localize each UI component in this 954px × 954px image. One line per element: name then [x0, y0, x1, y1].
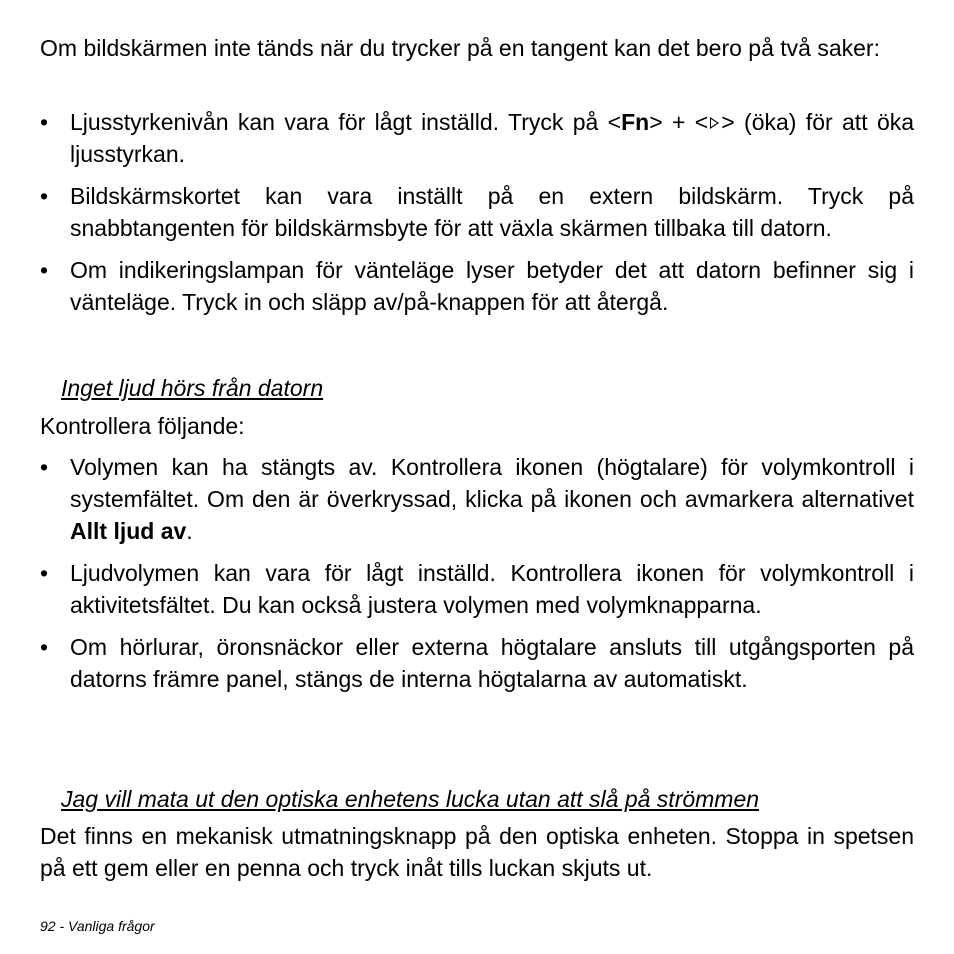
bullet-text: Ljusstyrkenivån kan vara för lågt inställd. Tryck på <	[70, 109, 622, 135]
bullet-text: > (öka) för att öka ljusstyrkan.	[70, 109, 915, 167]
list-item	[40, 180, 914, 244]
intro-paragraph: Om bildskärmen inte tänds när du trycker på en tangent kan det bero på två saker:	[40, 35, 880, 61]
bullet-text: Om indikeringslampan för vänteläge lyser betyder det att datorn befinner sig i vänteläge. Tryck in och släpp av/på-knappen för att återgå.	[70, 257, 914, 315]
fn-key-label: Fn	[621, 109, 650, 135]
check-following-text: Kontrollera följande:	[40, 413, 245, 439]
bullet-marker: •	[40, 257, 49, 283]
eject-paragraph: Det finns en mekanisk utmatningsknapp på den optiska enheten. Stoppa in spetsen på ett gem eller en penna och tryck inåt tills luckan skjuts ut.	[40, 823, 914, 881]
list-item	[40, 557, 914, 621]
display-bullet-list	[40, 106, 914, 328]
bullet-marker: •	[40, 560, 49, 586]
bullet-text: Om hörlurar, öronsnäckor eller externa högtalare ansluts till utgångsporten på datorns främre panel, stängs de interna högtalarna av automatiskt.	[70, 634, 914, 692]
section-heading-sound: Inget ljud hörs från datorn	[61, 375, 324, 401]
list-item	[40, 451, 914, 547]
bullet-marker: •	[40, 183, 49, 209]
sound-bullet-list	[40, 451, 914, 705]
bold-option-label: Allt ljud av	[70, 518, 187, 544]
section-heading-eject: Jag vill mata ut den optiska enhetens lucka utan att slå på strömmen	[61, 786, 760, 812]
bullet-marker: •	[40, 109, 49, 135]
page-footer: 92 - Vanliga frågor	[40, 918, 155, 934]
bullet-text: Bildskärmskortet kan vara inställt på en extern bildskärm. Tryck på snabbtangenten för bildskärmsbyte för att växla skärmen tillbaka till datorn.	[70, 183, 914, 241]
list-item	[40, 631, 914, 695]
bullet-text: > + <	[649, 109, 709, 135]
list-item	[40, 254, 914, 318]
bullet-marker: •	[40, 454, 49, 480]
bullet-text: .	[186, 518, 193, 544]
bullet-marker: •	[40, 634, 49, 660]
bullet-text: Volymen kan ha stängts av. Kontrollera ikonen (högtalare) för volymkontroll i systemfältet. Om den är överkryssad, klicka på ikonen och avmarkera alternativet	[70, 454, 914, 512]
list-item	[40, 106, 914, 170]
bullet-text: Ljudvolymen kan vara för lågt inställd. Kontrollera ikonen för volymkontroll i aktivitetsfältet. Du kan också justera volymen med volymknapparna.	[70, 560, 914, 618]
brightness-up-icon	[710, 117, 719, 129]
